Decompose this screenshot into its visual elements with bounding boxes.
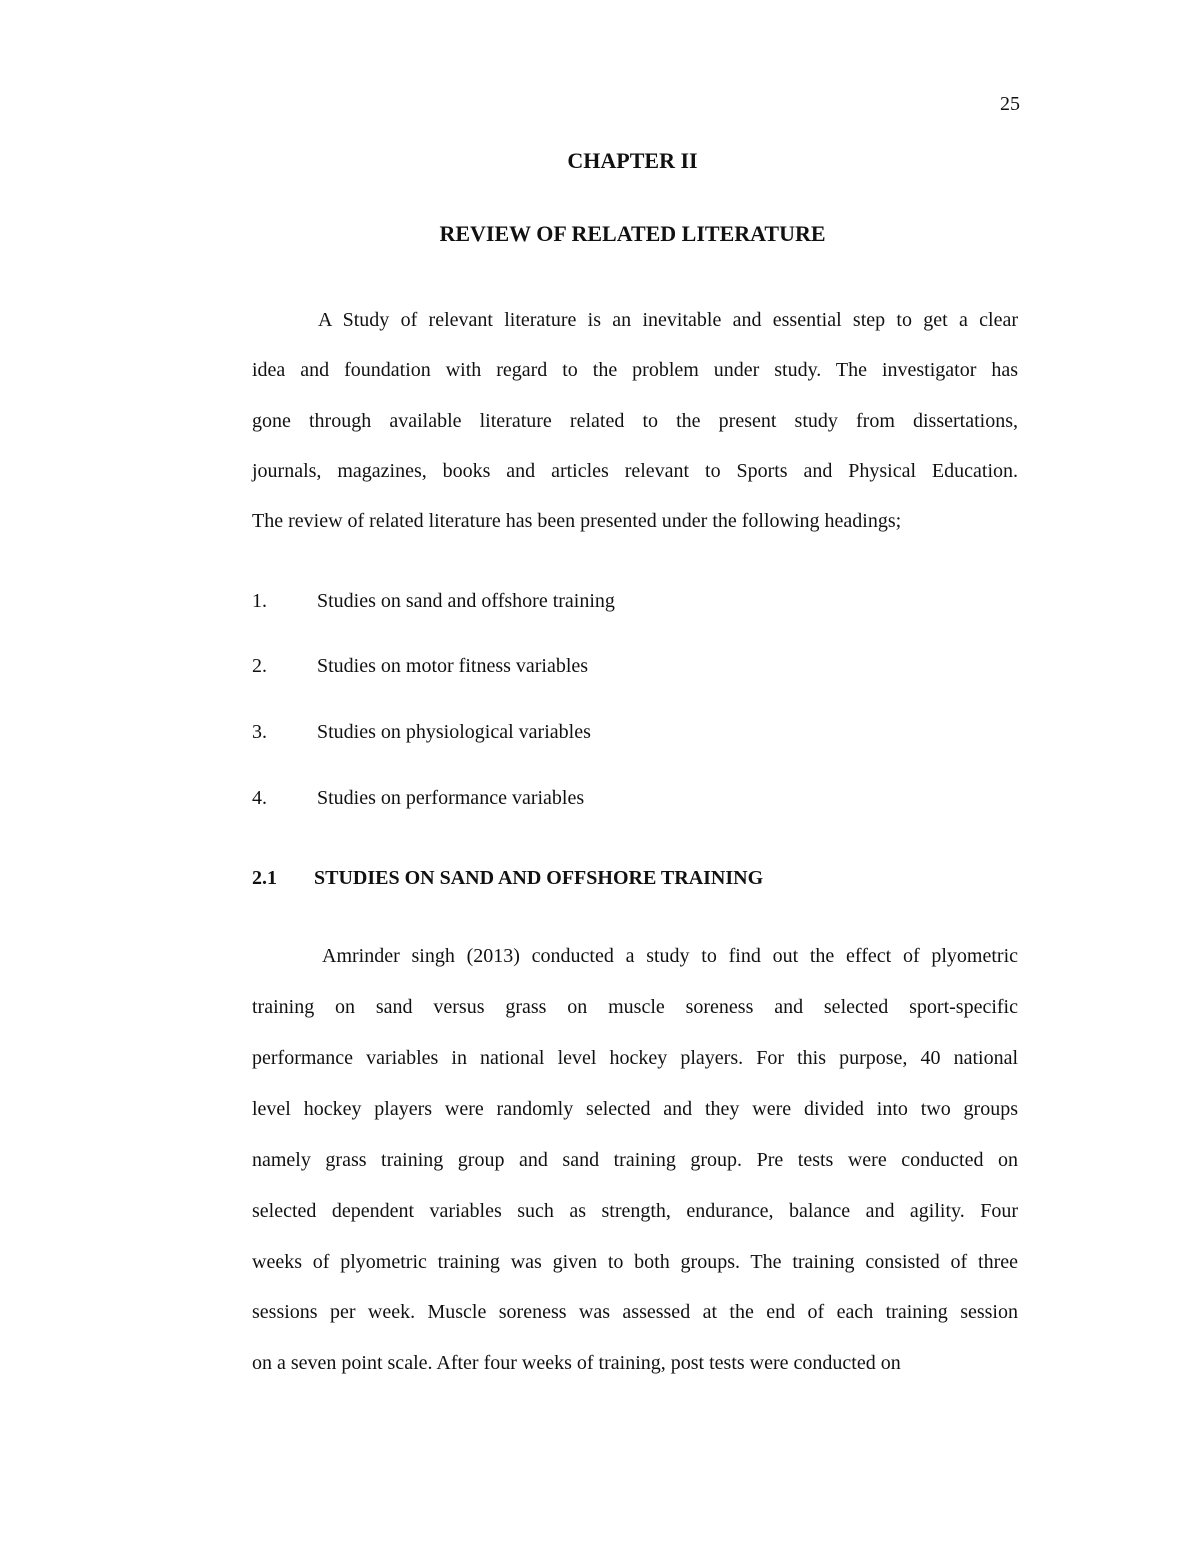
body-paragraph-line: selected dependent variables such as strength, endurance, balance and agility. Four	[252, 1200, 1018, 1222]
body-paragraph-line: training on sand versus grass on muscle soreness and selected sport-specific	[252, 996, 1018, 1018]
intro-paragraph-line: A Study of relevant literature is an inevitable and essential step to get a clear	[318, 309, 1018, 331]
intro-paragraph-line: gone through available literature related to the present study from dissertations,	[252, 410, 1018, 432]
list-item-text: Studies on physiological variables	[317, 721, 591, 743]
body-paragraph-line: weeks of plyometric training was given to both groups. The training consisted of three	[252, 1251, 1018, 1273]
list-item	[252, 587, 615, 615]
section-heading	[252, 864, 763, 892]
chapter-title: CHAPTER II	[567, 148, 698, 173]
list-item-text: Studies on sand and offshore training	[317, 590, 615, 612]
intro-paragraph-line: The review of related literature has been presented under the following headings;	[252, 510, 902, 532]
list-item-number: 2.	[252, 655, 267, 677]
list-item	[252, 652, 588, 680]
page-number: 25	[1000, 93, 1020, 115]
list-item-number: 1.	[252, 590, 267, 612]
section-number: 2.1	[252, 867, 277, 889]
list-item-number: 4.	[252, 787, 267, 809]
intro-paragraph-line: idea and foundation with regard to the problem under study. The investigator has	[252, 359, 1018, 381]
intro-paragraph-line: journals, magazines, books and articles relevant to Sports and Physical Education.	[252, 460, 1018, 482]
section-title: STUDIES ON SAND AND OFFSHORE TRAINING	[314, 867, 764, 889]
body-paragraph-line: sessions per week. Muscle soreness was assessed at the end of each training session	[252, 1301, 1018, 1323]
chapter-subtitle: REVIEW OF RELATED LITERATURE	[439, 221, 826, 246]
list-item-number: 3.	[252, 721, 267, 743]
body-paragraph-line: performance variables in national level hockey players. For this purpose, 40 national	[252, 1047, 1018, 1069]
body-paragraph-line: Amrinder singh (2013) conducted a study to find out the effect of plyometric	[322, 945, 1018, 967]
body-paragraph-line: level hockey players were randomly selected and they were divided into two groups	[252, 1098, 1018, 1120]
body-paragraph-line: on a seven point scale. After four weeks of training, post tests were conducted on	[252, 1352, 901, 1374]
list-item	[252, 784, 584, 812]
list-item	[252, 718, 591, 746]
body-paragraph-line: namely grass training group and sand training group. Pre tests were conducted on	[252, 1149, 1018, 1171]
list-item-text: Studies on performance variables	[317, 787, 585, 809]
list-item-text: Studies on motor fitness variables	[317, 655, 589, 677]
